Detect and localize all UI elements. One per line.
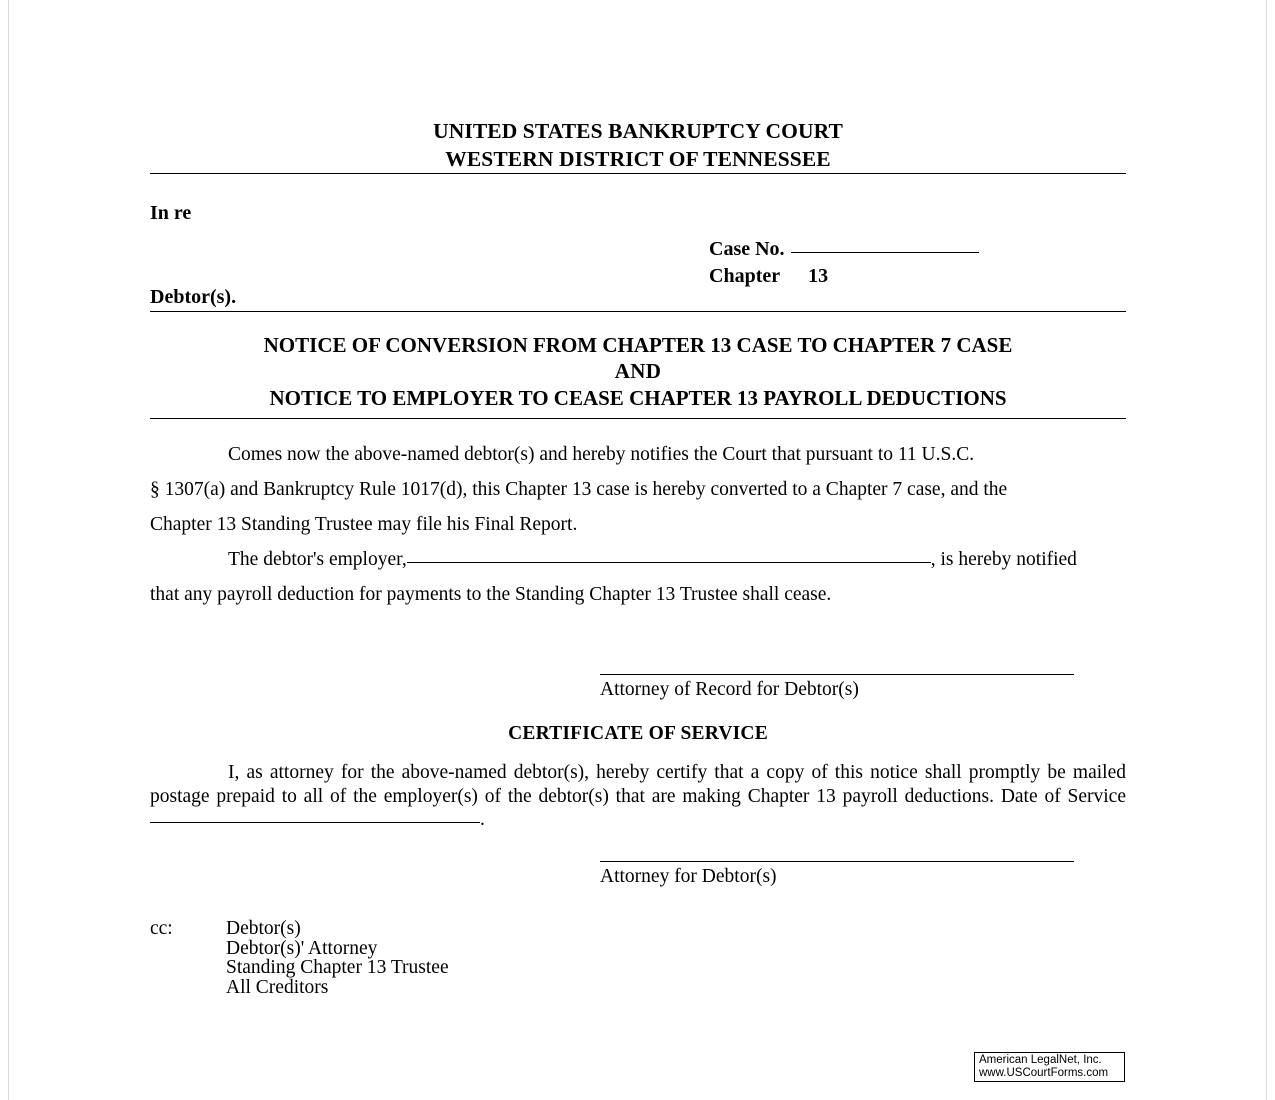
certificate-text-b: .: [480, 809, 485, 831]
list-item: Debtor(s)' Attorney: [226, 937, 378, 959]
employer-name-blank[interactable]: [407, 562, 931, 563]
paragraph-2: [150, 542, 1126, 612]
document-title: [150, 312, 1126, 418]
cc-label: cc:: [150, 918, 173, 940]
page-left-margin: [0, 0, 9, 1100]
title-line-2: AND: [614, 359, 662, 384]
signature-block-2: [150, 861, 1126, 888]
list-item: Debtor(s): [226, 918, 301, 940]
debtors-label: Debtor(s).: [150, 286, 237, 309]
list-item: Standing Chapter 13 Trustee: [226, 957, 449, 979]
publisher-stamp: [974, 1052, 1125, 1082]
title-line-1: NOTICE OF CONVERSION FROM CHAPTER 13 CASE TO CHAPTER 7 CASE: [263, 333, 1013, 358]
document-content: [150, 0, 1126, 997]
certificate-text-a: I, as attorney for the above-named debtor(s), hereby certify that a copy of this notice shall promptly be mailed postage prepaid to all of the employer(s) of the debtor(s) that are making Chapter 13 payroll deductions. Date of Service: [150, 762, 1126, 807]
signature-block-1: [150, 674, 1126, 701]
case-number-blank[interactable]: [791, 252, 979, 253]
case-number-label: Case No.: [709, 238, 785, 261]
body-paragraphs: [150, 419, 1126, 612]
chapter-value: 13: [808, 265, 829, 288]
date-of-service-blank[interactable]: [150, 822, 480, 823]
court-district-line: WESTERN DISTRICT OF TENNESSEE: [445, 146, 831, 171]
certificate-of-service-title: CERTIFICATE OF SERVICE: [508, 723, 768, 745]
chapter-field: [709, 265, 828, 288]
certificate-of-service-text: [150, 761, 1126, 832]
court-name-line: UNITED STATES BANKRUPTCY COURT: [433, 119, 843, 143]
court-heading: [150, 118, 1126, 173]
paragraph-1-text-a: Comes now the above-named debtor(s) and hereby notifies the Court that pursuant to 11 U.S.C.: [228, 443, 975, 465]
publisher-name: American LegalNet, Inc.: [979, 1054, 1102, 1066]
case-caption: [150, 174, 1126, 311]
paragraph-2-text-b: , is hereby notified: [930, 548, 1077, 570]
attorney-for-debtors-label: Attorney for Debtor(s): [600, 865, 777, 887]
paragraph-2-text-a: The debtor's employer,: [228, 548, 407, 570]
list-item: All Creditors: [226, 976, 329, 998]
cc-block: [150, 919, 1126, 997]
cc-recipient-list: [226, 919, 1126, 997]
paragraph-1-text-b: § 1307(a) and Bankruptcy Rule 1017(d), this Chapter 13 case is hereby converted to a Chapter 7 case, and the: [150, 478, 1008, 500]
case-number-field[interactable]: [709, 238, 979, 261]
paragraph-1-text-c: Chapter 13 Standing Trustee may file his Final Report.: [150, 513, 578, 535]
paragraph-1: [150, 437, 1126, 542]
publisher-website: www.USCourtForms.com: [979, 1066, 1109, 1079]
page-right-margin: [1266, 0, 1275, 1100]
attorney-of-record-label: Attorney of Record for Debtor(s): [600, 678, 859, 700]
chapter-label: Chapter: [709, 265, 781, 288]
paragraph-2-text-c: that any payroll deduction for payments to the Standing Chapter 13 Trustee shall cease.: [150, 583, 832, 605]
title-line-3: NOTICE TO EMPLOYER TO CEASE CHAPTER 13 PAYROLL DEDUCTIONS: [269, 385, 1007, 410]
in-re-label: In re: [150, 202, 192, 225]
